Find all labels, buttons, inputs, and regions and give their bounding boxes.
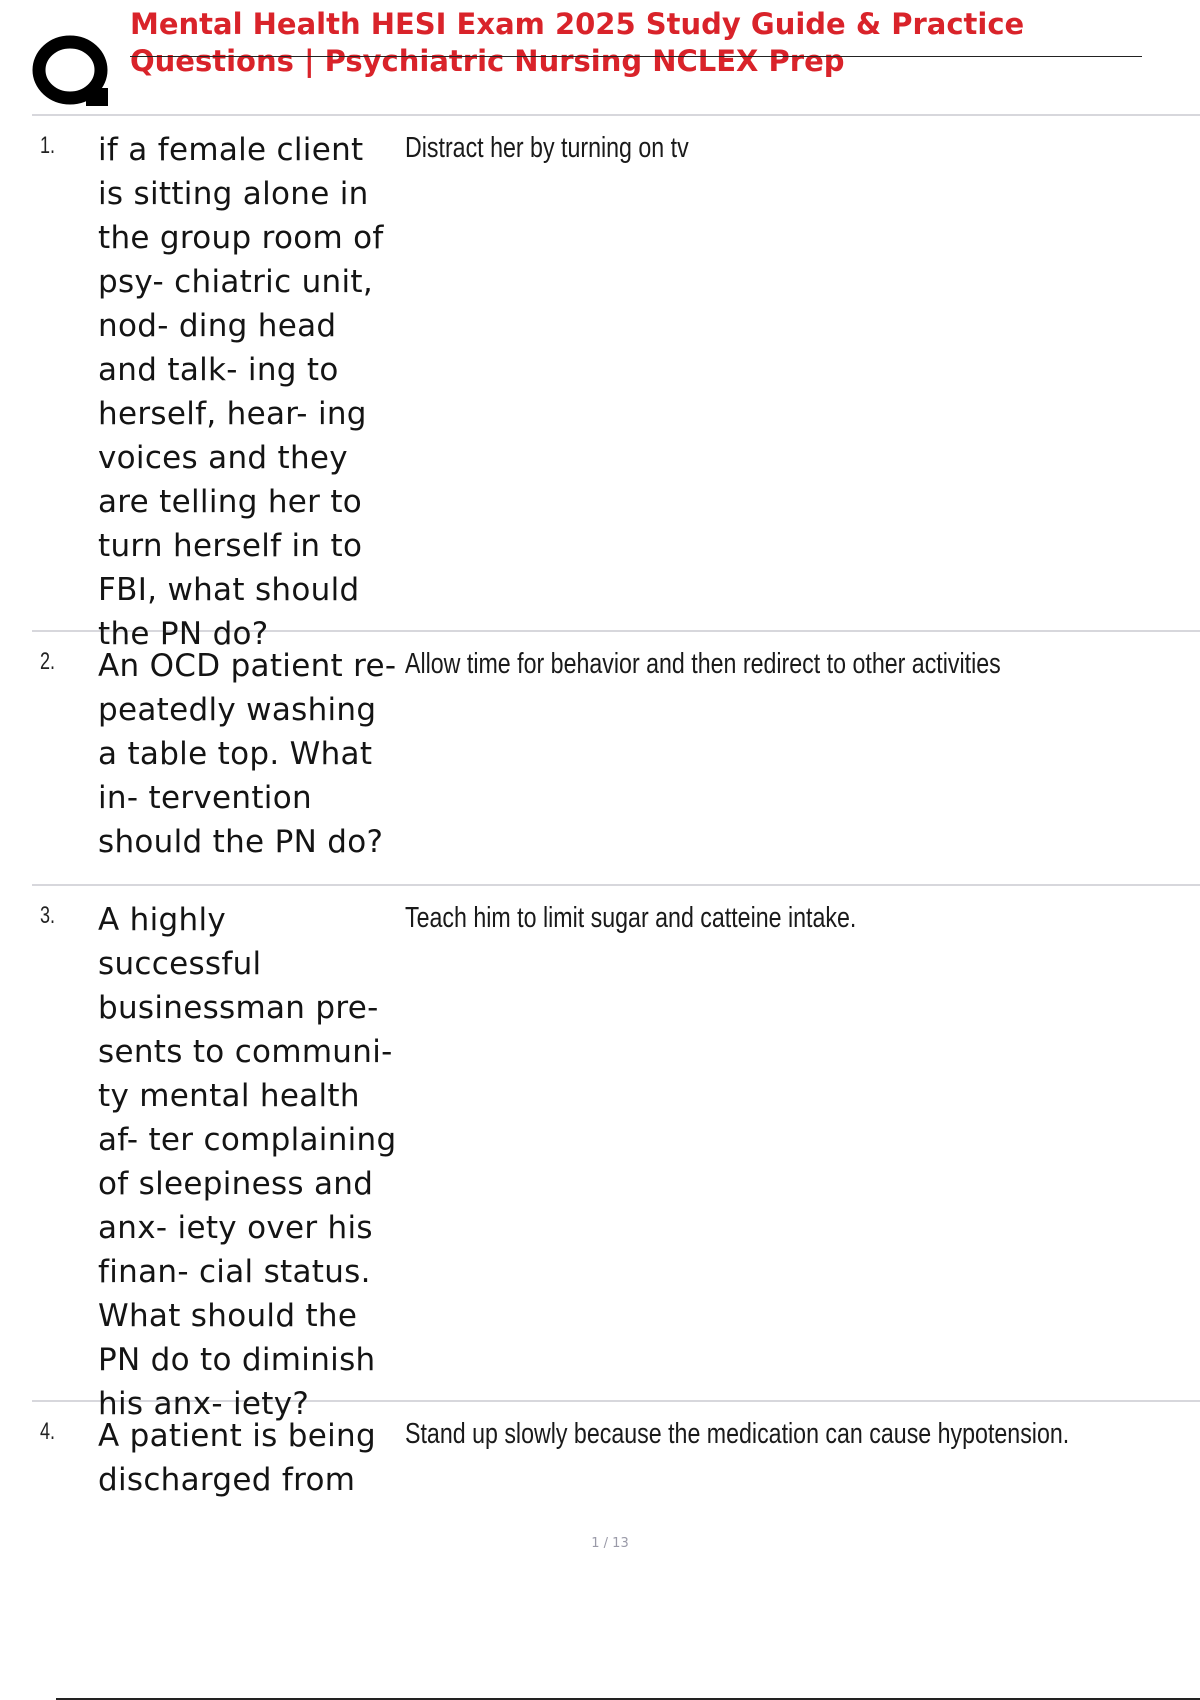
qa-row xyxy=(32,632,1200,886)
document-header xyxy=(0,0,1200,116)
qa-number: 4. xyxy=(40,1418,56,1445)
title-divider xyxy=(130,56,1142,57)
qa-question: An OCD patient re- peatedly washing a table top. What in- tervention should the PN do? xyxy=(98,648,397,860)
qa-list xyxy=(0,116,1200,1532)
qa-question: if a female client is sitting alone in the group room of psy- chiatric unit, nod- ding head and talk- ing to herself, hear- ing voices and they are telling her to turn herself in to FBI, what should the PN do? xyxy=(98,132,384,652)
qa-answer: Distract her by turning on tv xyxy=(405,132,689,164)
qa-answer: Allow time for behavior and then redirect to other activities xyxy=(405,648,1001,680)
qa-row xyxy=(32,886,1200,1422)
qa-number: 3. xyxy=(40,902,56,929)
qa-answer: Stand up slowly because the medication can cause hypotension. xyxy=(405,1418,1070,1450)
document-title: Mental Health HESI Exam 2025 Study Guide & Practice Questions | Psychiatric Nursing NCLEX Prep xyxy=(130,7,1025,78)
qa-question: A patient is being discharged from xyxy=(98,1418,376,1498)
page-indicator: 1 / 13 xyxy=(591,1536,629,1551)
qa-number: 1. xyxy=(40,132,56,159)
qa-answer: Teach him to limit sugar and catteine intake. xyxy=(405,902,857,934)
qa-question: A highly successful businessman pre- sents to communi- ty mental health af- ter complaining of sleepiness and anx- iety over his finan- cial status. What should the PN do to diminish his anx- iety? xyxy=(98,902,397,1422)
q-logo-icon xyxy=(32,34,110,108)
qa-row xyxy=(32,1402,1200,1532)
qa-row xyxy=(32,116,1200,652)
qa-number: 2. xyxy=(40,648,56,675)
